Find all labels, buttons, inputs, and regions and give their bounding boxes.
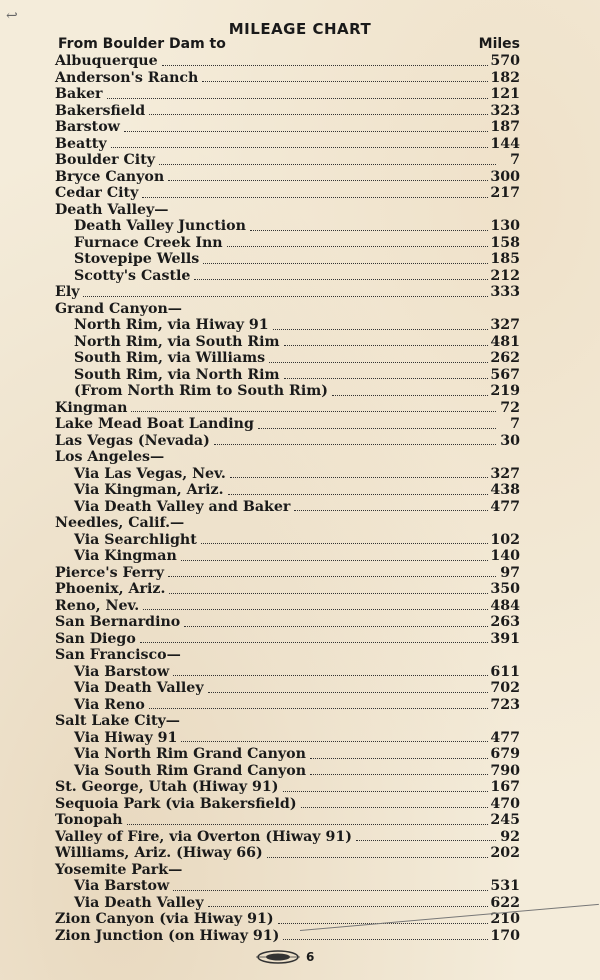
leader-dots <box>356 840 496 841</box>
miles-value: 300 <box>490 168 520 185</box>
destination-label: Williams, Ariz. (Hiway 66) <box>55 845 263 861</box>
miles-value: 531 <box>490 878 520 894</box>
mileage-row <box>55 499 520 516</box>
page-number: 6 <box>306 950 315 964</box>
leader-dots <box>159 164 496 165</box>
miles-value: 92 <box>500 828 520 845</box>
mileage-row <box>55 548 520 565</box>
mileage-row <box>55 532 520 549</box>
mileage-row <box>55 565 520 582</box>
destination-label: Via Searchlight <box>74 531 197 548</box>
mileage-row <box>55 103 520 120</box>
leader-dots <box>173 890 488 891</box>
leader-dots <box>168 576 496 577</box>
destination-label: Via Barstow <box>74 663 170 680</box>
destination-label: Bakersfield <box>55 102 146 119</box>
miles-value: 97 <box>500 564 520 581</box>
mileage-row <box>55 136 520 153</box>
mileage-row <box>55 697 520 714</box>
column-header <box>58 36 520 52</box>
destination-label: Valley of Fire, via Overton (Hiway 91) <box>55 828 352 845</box>
destination-label: Las Vegas (Nevada) <box>55 432 210 449</box>
destination-label: Sequoia Park (via Bakersfield) <box>55 795 297 812</box>
destination-label: Salt Lake City— <box>55 713 180 729</box>
destination-label: Via North Rim Grand Canyon <box>74 746 306 762</box>
mileage-list <box>55 53 520 944</box>
mileage-row <box>55 70 520 87</box>
leader-dots <box>202 81 488 82</box>
mileage-row <box>55 829 520 846</box>
miles-value: 477 <box>490 498 520 515</box>
leader-dots <box>127 824 489 825</box>
miles-value: 477 <box>490 729 520 746</box>
mileage-row <box>55 86 520 103</box>
leader-dots <box>181 741 488 742</box>
mileage-row <box>55 119 520 136</box>
miles-value: 167 <box>490 779 520 795</box>
group-heading-row <box>55 202 520 219</box>
leader-dots <box>273 329 489 330</box>
destination-label: Via Kingman <box>74 548 177 564</box>
miles-value: 130 <box>490 218 520 234</box>
miles-value: 219 <box>490 383 520 399</box>
destination-label: South Rim, via North Rim <box>74 366 280 383</box>
destination-label: South Rim, via Williams <box>74 350 266 366</box>
destination-label: Anderson's Ranch <box>55 69 199 86</box>
leader-dots <box>201 543 489 544</box>
leader-dots <box>83 296 488 297</box>
mileage-row <box>55 169 520 186</box>
miles-value: 790 <box>490 762 520 779</box>
destination-label: Tonopah <box>55 812 123 828</box>
mileage-row <box>55 466 520 483</box>
destination-label: Via Reno <box>74 696 145 713</box>
mileage-row <box>55 284 520 301</box>
destination-label: North Rim, via South Rim <box>74 333 280 350</box>
mileage-row <box>55 763 520 780</box>
leader-dots <box>310 774 488 775</box>
miles-value: 327 <box>490 465 520 482</box>
header-left: From Boulder Dam to <box>58 36 226 52</box>
destination-label: Phoenix, Ariz. <box>55 581 166 597</box>
miles-value: 30 <box>500 432 520 449</box>
group-heading-row <box>55 713 520 730</box>
mileage-row <box>55 185 520 202</box>
miles-value: 333 <box>490 284 520 300</box>
destination-label: Bryce Canyon <box>55 168 165 185</box>
miles-value: 7 <box>510 152 520 168</box>
leader-dots <box>267 857 489 858</box>
leader-dots <box>283 939 488 940</box>
destination-label: Albuquerque <box>55 53 158 69</box>
leader-dots <box>283 791 489 792</box>
destination-label: Barstow <box>55 119 120 135</box>
destination-label: Zion Canyon (via Hiway 91) <box>55 911 274 927</box>
mileage-row <box>55 878 520 895</box>
miles-value: 262 <box>490 350 520 366</box>
destination-label: Via Death Valley <box>74 680 204 696</box>
miles-value: 212 <box>490 267 520 284</box>
miles-value: 72 <box>500 399 520 416</box>
mileage-row <box>55 911 520 928</box>
miles-value: 144 <box>490 135 520 152</box>
destination-label: San Francisco— <box>55 647 181 663</box>
leader-dots <box>173 675 488 676</box>
leader-dots <box>284 345 489 346</box>
mileage-row <box>55 796 520 813</box>
miles-value: 723 <box>490 696 520 713</box>
destination-label: Furnace Creek Inn <box>74 234 223 251</box>
footer <box>256 950 314 964</box>
miles-value: 567 <box>490 366 520 383</box>
leader-dots <box>143 609 488 610</box>
leader-dots <box>162 65 489 66</box>
destination-label: Baker <box>55 86 103 102</box>
miles-value: 245 <box>490 812 520 828</box>
mileage-row <box>55 664 520 681</box>
mileage-row <box>55 268 520 285</box>
miles-value: 481 <box>490 333 520 350</box>
leader-dots <box>228 494 489 495</box>
leader-dots <box>149 114 488 115</box>
destination-label: Via South Rim Grand Canyon <box>74 762 307 779</box>
group-heading-row <box>55 515 520 532</box>
mileage-row <box>55 251 520 268</box>
destination-label: Stovepipe Wells <box>74 251 200 267</box>
miles-value: 622 <box>490 894 520 911</box>
leader-dots <box>168 180 488 181</box>
miles-value: 182 <box>490 69 520 86</box>
leader-dots <box>310 758 488 759</box>
miles-value: 702 <box>490 680 520 696</box>
leader-dots <box>301 807 489 808</box>
leader-dots <box>140 642 489 643</box>
destination-label: Lake Mead Boat Landing <box>55 416 254 432</box>
destination-label: Via Las Vegas, Nev. <box>74 465 226 482</box>
leader-dots <box>194 279 488 280</box>
destination-label: Pierce's Ferry <box>55 564 165 581</box>
miles-value: 217 <box>490 185 520 201</box>
mileage-row <box>55 581 520 598</box>
destination-label: San Bernardino <box>55 614 181 630</box>
destination-label: Boulder City <box>55 152 155 168</box>
destination-label: Via Hiway 91 <box>74 729 178 746</box>
mileage-row <box>55 53 520 70</box>
miles-value: 121 <box>490 86 520 102</box>
leader-dots <box>284 378 489 379</box>
destination-label: Reno, Nev. <box>55 597 140 614</box>
miles-value: 185 <box>490 251 520 267</box>
group-heading-row <box>55 301 520 318</box>
leader-dots <box>227 246 489 247</box>
mileage-row <box>55 400 520 417</box>
miles-value: 438 <box>490 482 520 498</box>
miles-value: 7 <box>510 416 520 432</box>
mileage-row <box>55 416 520 433</box>
chart-title: MILEAGE CHART <box>228 20 372 38</box>
miles-value: 102 <box>490 531 520 548</box>
miles-value: 158 <box>490 234 520 251</box>
miles-value: 327 <box>490 317 520 333</box>
leader-dots <box>230 477 489 478</box>
destination-label: Via Kingman, Ariz. <box>74 482 224 498</box>
destination-label: Via Barstow <box>74 878 170 894</box>
leader-dots <box>294 510 488 511</box>
leader-dots <box>208 692 489 693</box>
miles-value: 484 <box>490 597 520 614</box>
miles-value: 679 <box>490 746 520 762</box>
destination-label: (From North Rim to South Rim) <box>74 383 328 399</box>
mileage-row <box>55 334 520 351</box>
miles-value: 570 <box>490 53 520 69</box>
mileage-row <box>55 152 520 169</box>
leader-dots <box>111 147 489 148</box>
miles-value: 140 <box>490 548 520 564</box>
miles-value: 170 <box>490 927 520 944</box>
mileage-row <box>55 895 520 912</box>
leader-dots <box>184 626 488 627</box>
mileage-row <box>55 680 520 697</box>
miles-value: 187 <box>490 119 520 135</box>
miles-value: 350 <box>490 581 520 597</box>
mileage-row <box>55 845 520 862</box>
destination-label: Grand Canyon— <box>55 300 182 317</box>
mileage-row <box>55 730 520 747</box>
mileage-row <box>55 746 520 763</box>
destination-label: Kingman <box>55 399 128 416</box>
leader-dots <box>149 708 489 709</box>
mileage-row <box>55 614 520 631</box>
miles-value: 323 <box>490 102 520 119</box>
mileage-row <box>55 779 520 796</box>
destination-label: Cedar City <box>55 185 139 201</box>
destination-label: Yosemite Park— <box>55 861 183 878</box>
mileage-row <box>55 433 520 450</box>
mileage-row <box>55 812 520 829</box>
mileage-row <box>55 598 520 615</box>
miles-value: 391 <box>490 630 520 647</box>
mileage-row <box>55 235 520 252</box>
leader-dots <box>169 593 488 594</box>
destination-label: Via Death Valley and Baker <box>74 498 291 515</box>
mileage-row <box>55 350 520 367</box>
mileage-row <box>55 218 520 235</box>
destination-label: Ely <box>55 284 80 300</box>
mileage-row <box>55 482 520 499</box>
leader-dots <box>258 428 496 429</box>
destination-label: St. George, Utah (Hiway 91) <box>55 779 279 795</box>
group-heading-row <box>55 449 520 466</box>
leader-dots <box>269 362 488 363</box>
leader-dots <box>332 395 488 396</box>
destination-label: Scotty's Castle <box>74 267 191 284</box>
miles-value: 611 <box>490 663 520 680</box>
group-heading-row <box>55 862 520 879</box>
miles-value: 263 <box>490 614 520 630</box>
leader-dots <box>203 263 488 264</box>
leader-dots <box>107 98 489 99</box>
ornament-icon <box>256 950 300 964</box>
destination-label: Death Valley— <box>55 201 169 218</box>
mileage-row <box>55 383 520 400</box>
mileage-row <box>55 367 520 384</box>
destination-label: Los Angeles— <box>55 449 165 465</box>
mileage-row <box>55 317 520 334</box>
leader-dots <box>131 411 496 412</box>
mileage-row <box>55 631 520 648</box>
header-right: Miles <box>478 36 520 52</box>
miles-value: 202 <box>490 845 520 861</box>
leader-dots <box>142 197 488 198</box>
leader-dots <box>250 230 488 231</box>
destination-label: North Rim, via Hiway 91 <box>74 317 269 333</box>
corner-mark-icon: ↩ <box>6 8 18 24</box>
destination-label: Beatty <box>55 135 107 152</box>
leader-dots <box>124 131 488 132</box>
destination-label: San Diego <box>55 630 136 647</box>
group-heading-row <box>55 647 520 664</box>
mileage-row <box>55 928 520 945</box>
miles-value: 470 <box>490 795 520 812</box>
destination-label: Death Valley Junction <box>74 218 246 234</box>
destination-label: Zion Junction (on Hiway 91) <box>55 927 280 944</box>
leader-dots <box>214 444 496 445</box>
leader-dots <box>181 560 489 561</box>
destination-label: Needles, Calif.— <box>55 515 185 531</box>
miles-value: 210 <box>490 911 520 927</box>
leader-dots <box>208 906 489 907</box>
destination-label: Via Death Valley <box>74 894 204 911</box>
